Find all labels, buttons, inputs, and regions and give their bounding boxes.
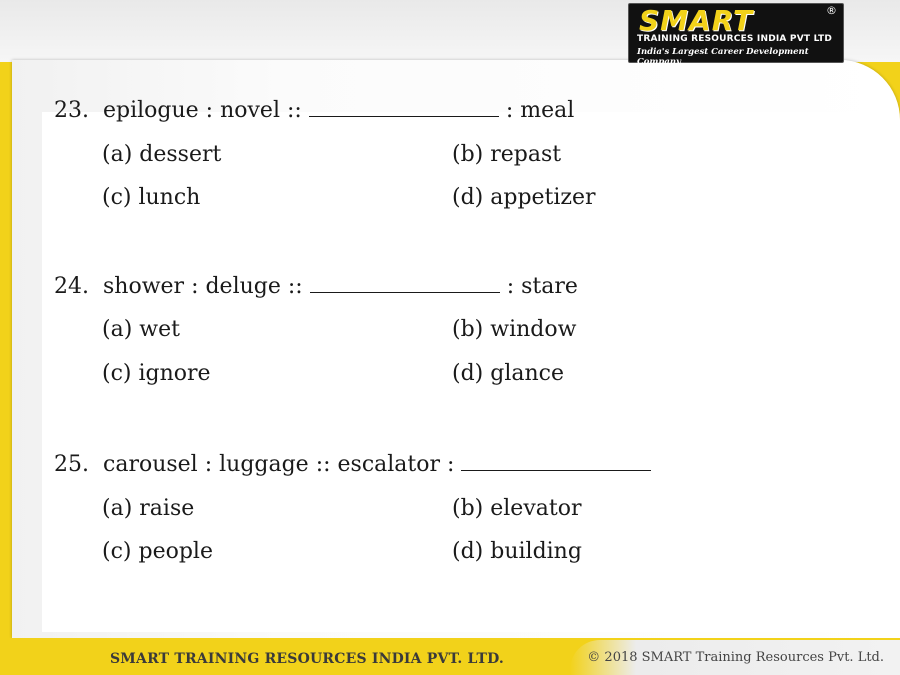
- question-24: [54, 274, 578, 299]
- option-d[interactable]: (d) appetizer: [452, 185, 596, 210]
- footer-copyright: © 2018 SMART Training Resources Pvt. Ltd.: [587, 650, 884, 665]
- question-23: [54, 98, 574, 123]
- question-suffix: : stare: [506, 274, 578, 299]
- option-d[interactable]: (d) glance: [452, 361, 564, 386]
- option-a[interactable]: (a) raise: [102, 496, 195, 521]
- question-prefix: epilogue : novel ::: [103, 98, 302, 123]
- logo-tagline: India's Largest Career Development Company: [637, 47, 809, 67]
- question-number: 24.: [54, 274, 89, 299]
- smart-logo: [628, 3, 844, 67]
- option-b[interactable]: (b) elevator: [452, 496, 582, 521]
- question-prefix: shower : deluge ::: [103, 274, 303, 299]
- answer-blank: [309, 98, 499, 117]
- question-25: [54, 452, 651, 477]
- footer-company-name: SMART TRAINING RESOURCES INDIA PVT. LTD.: [110, 651, 504, 667]
- question-prefix: carousel : luggage :: escalator :: [103, 452, 455, 477]
- question-number: 23.: [54, 98, 89, 123]
- option-c[interactable]: (c) lunch: [102, 185, 201, 210]
- option-c[interactable]: (c) people: [102, 539, 213, 564]
- option-a[interactable]: (a) wet: [102, 317, 180, 342]
- question-number: 25.: [54, 452, 89, 477]
- option-b[interactable]: (b) window: [452, 317, 577, 342]
- option-c[interactable]: (c) ignore: [102, 361, 211, 386]
- answer-blank: [310, 274, 500, 293]
- option-b[interactable]: (b) repast: [452, 142, 562, 167]
- logo-registered-mark: ®: [826, 4, 837, 17]
- answer-blank: [461, 452, 651, 471]
- logo-main-text: SMART: [639, 4, 754, 37]
- question-suffix: : meal: [505, 98, 575, 123]
- logo-subtitle: TRAINING RESOURCES INDIA PVT LTD: [637, 34, 833, 44]
- option-d[interactable]: (d) building: [452, 539, 582, 564]
- option-a[interactable]: (a) dessert: [102, 142, 222, 167]
